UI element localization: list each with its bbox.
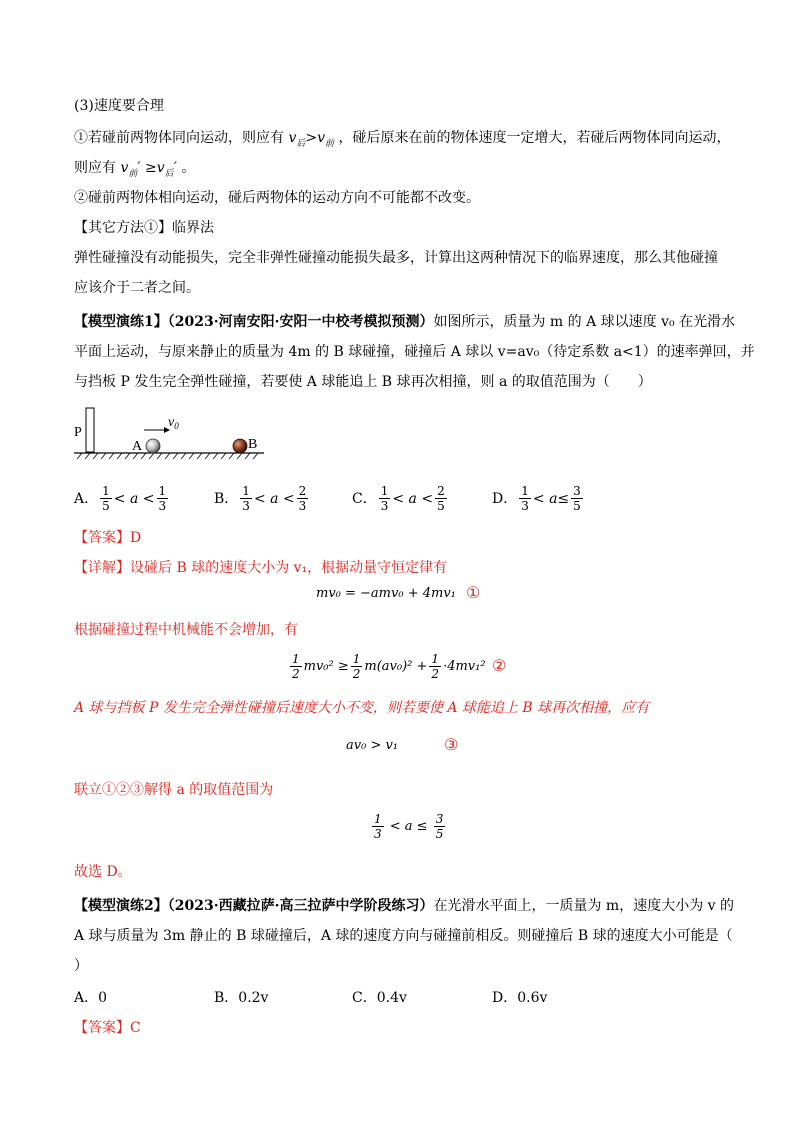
drill-1-answer: 【答案】D bbox=[74, 530, 142, 546]
option-b[interactable]: B． $\frac{1}{3}$ < a < $\frac{2}{3}$ bbox=[214, 484, 307, 513]
drill-2-tag: 【模型演练2】 bbox=[74, 898, 168, 914]
drill-1-tag: 【模型演练1】 bbox=[74, 314, 168, 330]
drill-2-option-c[interactable]: C．0.4v bbox=[352, 990, 407, 1006]
option-d[interactable]: D． $\frac{1}{3}$ < a ≤ $\frac{3}{5}$ bbox=[492, 484, 581, 513]
drill-2-option-a[interactable]: A．0 bbox=[74, 990, 108, 1006]
item-1-text-a: ①若碰前两物体同向运动，则应有 bbox=[74, 130, 284, 146]
option-a[interactable]: A． $\frac{1}{5}$ < a < $\frac{1}{3}$ bbox=[74, 484, 167, 513]
other-method-text-1: 弹性碰撞没有动能损失，完全非弹性碰撞动能损失最多，计算出这两种情况下的临界速度，那么其他碰撞 bbox=[74, 250, 718, 266]
drill-1-line-1 bbox=[74, 312, 735, 332]
section-3-title: (3)速度要合理 bbox=[74, 98, 164, 114]
equation-1-mark: ① bbox=[466, 583, 481, 602]
drill-2-answer: 【答案】C bbox=[74, 1020, 141, 1036]
label-a: A bbox=[132, 439, 143, 454]
item-1-text-b: ，碰后原来在前的物体速度一定增大，若碰后两物体同向运动， bbox=[338, 130, 731, 146]
drill-1-conclusion: 故选 D。 bbox=[74, 864, 132, 880]
equation-2: $\frac{1}{2}$ mv₀² ≥ $\frac{1}{2}$ m(av₀)² + $\frac{1}{2}$ ·4mv₁² bbox=[292, 652, 486, 681]
drill-1-source: （2023·河南安阳·安阳一中校考模拟预测） bbox=[167, 314, 434, 330]
item-1-text-d: 。 bbox=[181, 160, 196, 176]
ball-a bbox=[146, 439, 160, 453]
drill-2-option-b[interactable]: B．0.2v bbox=[214, 990, 269, 1006]
other-method-title: 【其它方法①】临界法 bbox=[74, 220, 214, 236]
drill-1-question-2: 平面上运动，与原来静止的质量为 4m 的 B 球碰撞，碰撞后 A 球以 v=av₀（待定系数 a<1）的速率弹回，并 bbox=[74, 344, 755, 360]
drill-2-question-2: A 球与质量为 3m 静止的 B 球碰撞后，A 球的速度方向与碰撞前相反。则碰撞后 B 球的速度大小可能是（ bbox=[74, 928, 733, 944]
section-3-item-1 bbox=[74, 128, 731, 154]
drill-2-question-1: 在光滑水平面上，一质量为 m，速度大小为 v 的 bbox=[433, 898, 735, 914]
equation-3-mark: ③ bbox=[444, 735, 459, 754]
equation-1: mv₀ = −amv₀ + 4mv₁ bbox=[316, 586, 456, 601]
v-after-gt-v-before: $v_后>v_前$ bbox=[288, 130, 335, 149]
drill-2-option-d[interactable]: D．0.6v bbox=[492, 990, 548, 1006]
drill-1-question-3: 与挡板 P 发生完全弹性碰撞，若要使 A 球能追上 B 球再次相撞，则 a 的取值范围为（ ） bbox=[74, 374, 652, 390]
collision-figure bbox=[74, 402, 274, 464]
equation-3: av₀ > v₁ bbox=[346, 738, 399, 753]
item-1-text-c: 则应有 bbox=[74, 160, 116, 176]
other-method-text-2: 应该介于二者之间。 bbox=[74, 280, 200, 296]
ground-hatching bbox=[77, 453, 258, 459]
drill-2-source: （2023·西藏拉萨·高三拉萨中学阶段练习） bbox=[167, 898, 434, 914]
option-c[interactable]: C． $\frac{1}{3}$ < a < $\frac{2}{5}$ bbox=[352, 484, 445, 513]
label-p: P bbox=[74, 425, 82, 440]
drill-1-detail-1: 【详解】设碰后 B 球的速度大小为 v₁，根据动量守恒定律有 bbox=[74, 560, 448, 576]
ball-b bbox=[233, 439, 247, 453]
drill-2-line-1 bbox=[74, 896, 734, 916]
v-before-ge-v-after: $v_前' \ge v_后'$ bbox=[120, 160, 177, 179]
drill-1-detail-4: 联立①②③解得 a 的取值范围为 bbox=[74, 782, 274, 798]
section-3-item-2: ②碰前两物体相向运动，碰后两物体的运动方向不可能都不改变。 bbox=[74, 190, 480, 206]
equation-2-mark: ② bbox=[492, 656, 507, 675]
label-b: B bbox=[248, 437, 258, 452]
label-v0: $v_0$ bbox=[168, 415, 179, 431]
drill-1-detail-3: A 球与挡板 P 发生完全弹性碰撞后速度大小不变，则若要使 A 球能追上 B 球再次相撞，应有 bbox=[74, 700, 650, 716]
section-3-item-1-cont bbox=[74, 158, 195, 184]
result-range: $\frac{1}{3}$ < a ≤ $\frac{3}{5}$ bbox=[374, 812, 444, 841]
drill-1-question-1: 如图所示，质量为 m 的 A 球以速度 v₀ 在光滑水 bbox=[433, 314, 736, 330]
drill-2-question-3: ） bbox=[74, 958, 88, 974]
drill-1-detail-2: 根据碰撞过程中机械能不会增加，有 bbox=[74, 622, 298, 638]
wall-p bbox=[86, 408, 94, 452]
